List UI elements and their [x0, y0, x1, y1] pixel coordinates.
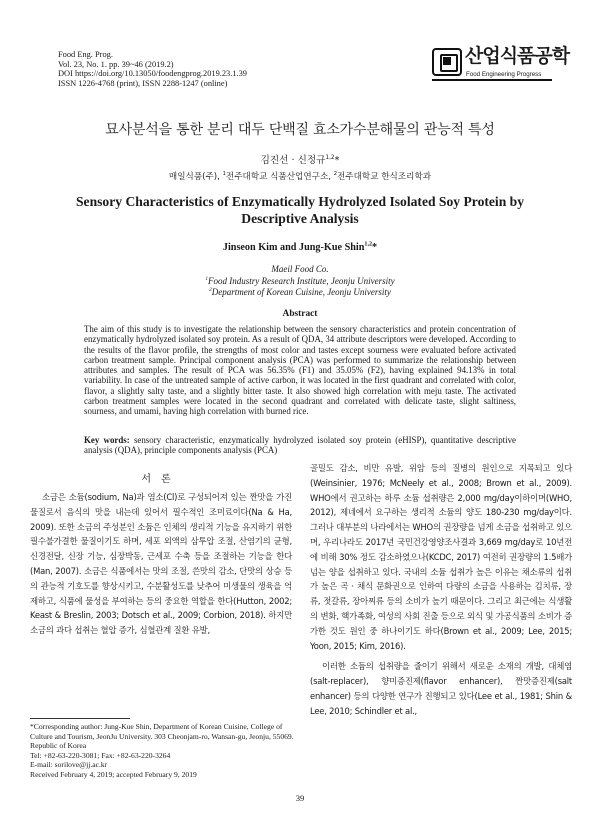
- body-paragraph: 소금은 소듐(sodium, Na)과 염소(Cl)로 구성되어져 있는 짠맛을 가진 물질로서 음식의 맛을 내는데 있어서 필수적인 조미료이다(Na & Ha, 2009). 또한 소금의 주성분인 소듐은 인체의 생리적 기능을 유지하기 위한 필수불가결한 물질이기도 하며, 세포 외액의 삼투압 조절, 산염기의 균형, 신경전달, 신장 기능, 심장박동, 근세포 수축 등을 조절하는 기능을 한다(Man, 2007). 소금은 식품에서는 맛의 조절, 쓴맛의 감소, 단맛의 상승 등의 관능적 기호도를 향상시키고, 수분활성도를 낮추어 미생물의 생육을 억제하고, 식품에 물성을 부여하는 등의 중요한 역할을 한다(Hutton, 2002; Keast & Breslin, 2003; Dotsch et al., 2009; Corbion, 2018). 하지만 소금의 과다 섭취는 혈압 증가, 심혈관계 질환 유발,: [30, 492, 292, 636]
- affil-en-line-2: [0, 276, 600, 288]
- journal-doi: DOI https://doi.org/10.13050/foodengprog.2019.23.1.39: [58, 69, 247, 79]
- keywords: [84, 435, 516, 456]
- journal-logo: [432, 44, 570, 88]
- authors-korean-star: *: [334, 155, 340, 166]
- authors-english-star: *: [372, 242, 378, 253]
- affil-en-line-1: Maeil Food Co.: [271, 264, 329, 274]
- affil-ko-1: 매일식품(주),: [168, 172, 223, 182]
- body-paragraph: 이러한 소듐의 섭취량을 줄이기 위해서 새로운 소재의 개발, 대체염(salt-replacer), 향미증진제(flavor enhancer), 짠맛증진제(salt enhancer) 등의 다양한 연구가 진행되고 있다(Lee et al., 1981; Shin & Lee, 2010; Schindler et al.,: [310, 661, 572, 716]
- footnote-corresponding: *Corresponding author: Jung-Kue Shin, Department of Korean Cuisine, College of Culture and Tourism, JeonJu University. 303 Cheonjam-ro, Wansan-gu, Jeonju, 55069. Republic of Korea: [30, 722, 294, 751]
- journal-volume: Vol. 23, No. 1. pp. 39~46 (2019.2): [58, 59, 174, 69]
- affil-en-sup-1: 1: [205, 275, 209, 282]
- abstract-heading: Abstract: [282, 309, 318, 319]
- section-heading-introduction: 서론: [141, 474, 181, 485]
- authors-korean-names: 김진선 · 신정규: [260, 155, 326, 166]
- affil-en-sup-2: 2: [209, 287, 212, 293]
- logo-emblem-icon: [432, 48, 462, 76]
- affiliation-korean: [0, 170, 600, 182]
- logo-subtitle: Food Engineering Progress: [466, 71, 542, 78]
- footnote-email: E-mail: sorilove@jj.ac.kr: [30, 760, 108, 770]
- title-english: Sensory Characteristics of Enzymatically Hydrolyzed Isolated Soy Protein by Descriptive Analysis: [75, 194, 525, 226]
- logo-divider: [432, 79, 552, 81]
- journal-issn: ISSN 1226-4768 (print), ISSN 2288-1247 (online): [58, 78, 228, 88]
- body-right-column: [310, 461, 572, 719]
- authors-english-sup: 1,2: [364, 241, 373, 248]
- footnote: [30, 722, 300, 780]
- affiliation-english: [0, 264, 600, 299]
- affil-ko-3: 전주대학교 한식조리학과: [337, 172, 432, 182]
- affil-en-text-3: Department of Korean Cuisine, Jeonju University: [211, 287, 391, 297]
- keywords-text: sensory characteristic, enzymatically hydrolyzed isolated soy protein (eHISP), quantitative descriptive analysis (QDA), principle components analysis (PCA): [84, 435, 516, 456]
- authors-korean: [0, 152, 600, 166]
- affil-ko-sup-2: 2: [333, 171, 337, 178]
- body-left-column: [30, 490, 292, 638]
- title-korean: 묘사분석을 통한 분리 대두 단백질 효소가수분해물의 관능적 특성: [105, 122, 495, 138]
- journal-name: Food Eng. Prog.: [58, 50, 113, 59]
- logo-title: 산업식품공학: [465, 45, 570, 67]
- journal-info: [58, 50, 247, 88]
- abstract-text: The aim of this study is to investigate the relationship between the sensory characteristics and protein concentration of enzymatically hydrolyzed isolated soy protein. As a result of QDA, 34 attribute descriptors were developed. According to the results of the flavor profile, the strengths of most color and tastes except sourness were evaluated before activated carbon treatment sample. Principal component analysis (PCA) was performed to summarize the relationship between attributes and samples. The result of PCA was 56.35% (F1) and 35.05% (F2), having explained 94.13% in total variability. In case of the untreated sample of active carbon, it was located in the first quadrant and correlated with color, flavor, a slightly salty taste, and a slightly bitter taste. It also showed high correlation with meju taste. The activated carbon treatment samples were located in the second quadrant and correlated with delicate taste, slight saltiness, sourness, and umami, having high correlation with burned rice.: [84, 324, 516, 417]
- body-paragraph: 골밀도 감소, 비만 유발, 위암 등의 질병의 원인으로 지목되고 있다(Weinsinier, 1976; McNeely et al., 2008; Brown et al., 2009). WHO에서 권고하는 하루 소듐 섭취량은 2,000 mg/day이하이며(WHO, 2012), 제네에서 요구하는 생리적 소듐의 양도 180-230 mg/day이다. 그러나 대부분의 나라에서는 WHO의 권장량을 넘게 소금을 섭취하고 있으며, 우리나라도 2017년 국민건강영양조사결과 3,669 mg/day로 10년전에 비해 30% 정도 감소하였으나(KCDC, 2017) 여전히 권장량의 1.5배가 넘는 양을 섭취하고 있다. 국내의 소듐 섭취가 높은 이유는 채소류의 섭취가 높은 곡 · 채식 문화권으로 인하여 다량의 소금을 사용하는 김치류, 장류, 젓갈류, 장아찌류 등의 소비가 높기 때문이다. 그리고 최근에는 식생활의 변화, 핵가족화, 여성의 사회 진출 등으로 외식 및 가공식품의 소비가 증가한 것도 원인 중 하나이기도 하다(Brown et al., 2009; Lee, 2015; Yoon, 2015; Kim, 2016).: [310, 463, 572, 651]
- footnote-divider: [30, 718, 130, 719]
- affil-ko-sup-1: 1: [222, 171, 226, 178]
- page-number: 39: [295, 793, 305, 803]
- footnote-phone: Tel: +82-63-220-3081; Fax: +82-63-220-3264: [30, 750, 171, 760]
- footnote-received: Received February 4, 2019; accepted February 9, 2019: [30, 769, 197, 779]
- affil-en-line-3: [0, 287, 600, 299]
- affil-ko-2: 전주대학교 식품산업연구소,: [225, 172, 334, 182]
- authors-english: [0, 242, 600, 253]
- authors-korean-sup: 1,2: [325, 154, 335, 161]
- keywords-label: Key words:: [84, 435, 130, 445]
- affil-en-text-2: Food Industry Research Institute, Jeonju University: [208, 275, 395, 286]
- authors-english-names: Jinseon Kim and Jung-Kue Shin: [222, 242, 365, 253]
